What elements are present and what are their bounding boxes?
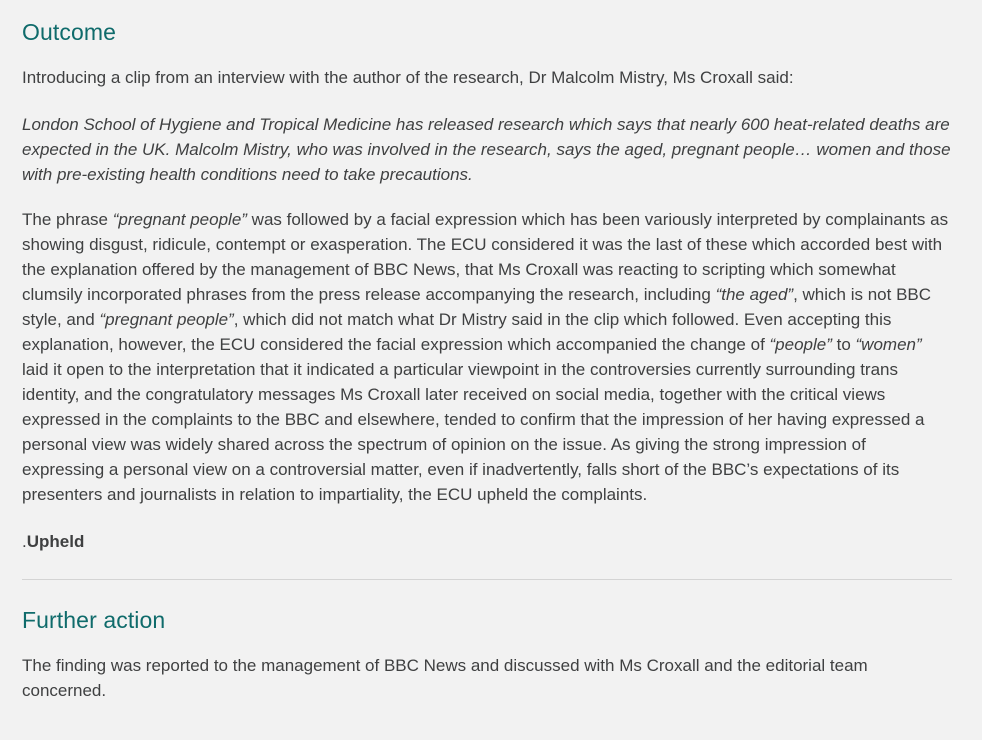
analysis-text-4: , which did not match what Dr Mistry said in the clip which followed. Even accepting this explanation, however, the ECU considered the facial expression which accompanied the change of (22, 309, 892, 354)
outcome-quoted-script: London School of Hygiene and Tropical Medicine has released research which says that nearly 600 heat-related deaths are expected in the UK. Malcolm Mistry, who was involved in the research, says the aged, pregnant people… women and those with pre-existing health conditions need to take precautions. (22, 114, 951, 184)
analysis-text-2: was followed by a facial expression which has been variously interpreted by complainants as showing disgust, ridicule, contempt or exasperation. The ECU considered it was the last of these which accorded best with the explanation offered by the management of BBC News, that Ms Croxall was reacting to scripting which somewhat clumsily incorporated phrases from the press release accompanying the research, including (22, 209, 949, 304)
section-heading-further-action: Further action (22, 606, 166, 633)
analysis-quoted-phrase-5: “women” (855, 334, 922, 354)
outcome-verdict (22, 530, 952, 555)
analysis-quoted-phrase-4: “people” (769, 334, 832, 354)
section-further-action (22, 606, 952, 704)
analysis-quoted-phrase-1: “pregnant people” (112, 209, 247, 229)
analysis-text-6: laid it open to the interpretation that it indicated a particular viewpoint in the controversies currently surrounding trans identity, and the congratulatory messages Ms Croxall later received on social media, together with the critical views expressed in the complaints to the BBC and elsewhere, tended to confirm that the impression of her having expressed a personal view was widely shared across the spectrum of opinion on the issue. As giving the strong impression of expressing a personal view on a controversial matter, even if inadvertently, falls short of the BBC’s expectations of its presenters and journalists in relation to impartiality, the ECU upheld the complaints. (22, 359, 925, 504)
analysis-text-1: The phrase (22, 209, 113, 229)
section-heading-outcome: Outcome (22, 19, 117, 45)
outcome-intro-paragraph: Introducing a clip from an interview with the author of the research, Dr Malcolm Mistry, Ms Croxall said: (22, 67, 794, 87)
section-outcome (22, 18, 952, 555)
verdict-prefix: . (22, 531, 27, 551)
section-divider (22, 579, 952, 580)
analysis-quoted-phrase-2: “the aged” (715, 284, 794, 304)
analysis-text-3: , which is not BBC style, and (22, 284, 932, 329)
outcome-analysis-paragraph (22, 208, 952, 508)
analysis-text-5: to (831, 334, 856, 354)
further-action-paragraph: The finding was reported to the management of BBC News and discussed with Ms Croxall and the editorial team concerned. (22, 655, 868, 700)
verdict-label: Upheld (26, 531, 85, 551)
analysis-quoted-phrase-3: “pregnant people” (99, 309, 234, 329)
